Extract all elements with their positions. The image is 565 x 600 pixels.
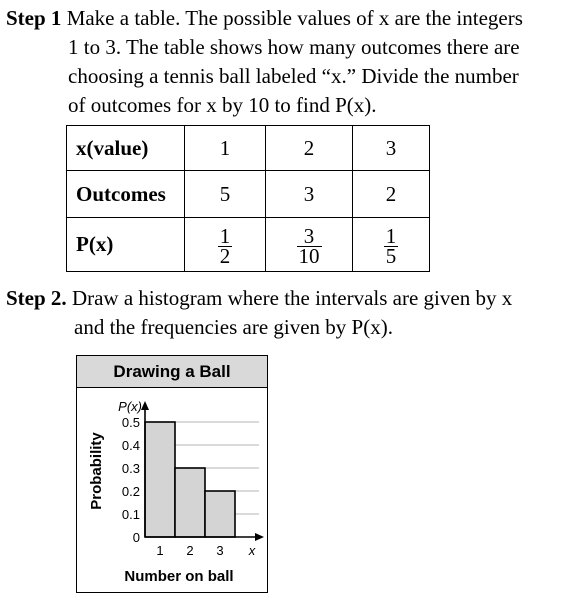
histogram-bar bbox=[175, 468, 205, 537]
fraction-denominator: 5 bbox=[385, 243, 397, 268]
fraction-numerator: 1 bbox=[385, 223, 397, 248]
table-cell: 2 bbox=[266, 126, 353, 171]
step-1-line-3: choosing a tennis ball labeled “x.” Divide the number bbox=[68, 64, 519, 88]
probability-table bbox=[66, 125, 430, 272]
step-1-paragraph bbox=[6, 4, 558, 120]
y-tick-label: 0 bbox=[132, 530, 140, 545]
table-row-probability bbox=[67, 218, 430, 272]
table-cell: 2 bbox=[353, 171, 430, 218]
table-cell bbox=[353, 218, 430, 272]
y-tick-label: 0.1 bbox=[121, 507, 140, 522]
x-axis-symbol: x bbox=[248, 543, 256, 558]
table-cell bbox=[266, 218, 353, 272]
table-cell: 3 bbox=[266, 171, 353, 218]
step-2-line-2: and the frequencies are given by P(x). bbox=[74, 315, 393, 339]
y-axis-arrow bbox=[141, 401, 149, 410]
table-cell: 1 bbox=[185, 126, 266, 171]
x-tick-label: 3 bbox=[216, 543, 224, 558]
x-tick-label: 1 bbox=[156, 543, 164, 558]
table-header-probability: P(x) bbox=[67, 218, 185, 272]
table-cell: 3 bbox=[353, 126, 430, 171]
histogram-bar bbox=[145, 422, 175, 537]
step-1-line-1: Make a table. The possible values of x are the integers bbox=[61, 6, 523, 30]
x-axis-arrow bbox=[255, 533, 264, 541]
table-header-outcomes: Outcomes bbox=[67, 171, 185, 218]
fraction-denominator: 10 bbox=[298, 243, 320, 268]
step-1-label: Step 1 bbox=[6, 6, 62, 30]
histogram-bar bbox=[205, 491, 235, 537]
table-row-value bbox=[67, 126, 430, 171]
fraction-numerator: 1 bbox=[219, 223, 231, 248]
fraction-denominator: 2 bbox=[219, 243, 231, 268]
y-tick-label: 0.4 bbox=[121, 438, 140, 453]
fraction bbox=[297, 223, 322, 268]
y-tick-label: 0.3 bbox=[121, 461, 140, 476]
y-axis-symbol: P(x) bbox=[118, 399, 142, 414]
step-1-line-4: of outcomes for x by 10 to find P(x). bbox=[68, 93, 377, 117]
x-axis-title: Number on ball bbox=[124, 568, 234, 585]
chart-title: Drawing a Ball bbox=[77, 356, 267, 388]
y-tick-label: 0.5 bbox=[121, 415, 140, 430]
step-2-line-1: Draw a histogram where the intervals are given by x bbox=[66, 286, 513, 310]
y-axis-title: Probability bbox=[88, 432, 105, 510]
table-header-value: x(value) bbox=[67, 126, 185, 171]
table-row-outcomes bbox=[67, 171, 430, 218]
step-2-paragraph bbox=[6, 284, 558, 342]
x-tick-label: 2 bbox=[186, 543, 194, 558]
fraction-numerator: 3 bbox=[303, 223, 315, 248]
table-cell: 5 bbox=[185, 171, 266, 218]
step-2-label: Step 2. bbox=[6, 286, 67, 310]
histogram-plot bbox=[77, 356, 266, 591]
table-cell bbox=[185, 218, 266, 272]
histogram-chart bbox=[76, 355, 268, 593]
y-tick-label: 0.2 bbox=[121, 484, 140, 499]
fraction bbox=[218, 223, 233, 268]
step-1-line-2: 1 to 3. The table shows how many outcomes there are bbox=[68, 35, 520, 59]
fraction bbox=[384, 223, 399, 268]
